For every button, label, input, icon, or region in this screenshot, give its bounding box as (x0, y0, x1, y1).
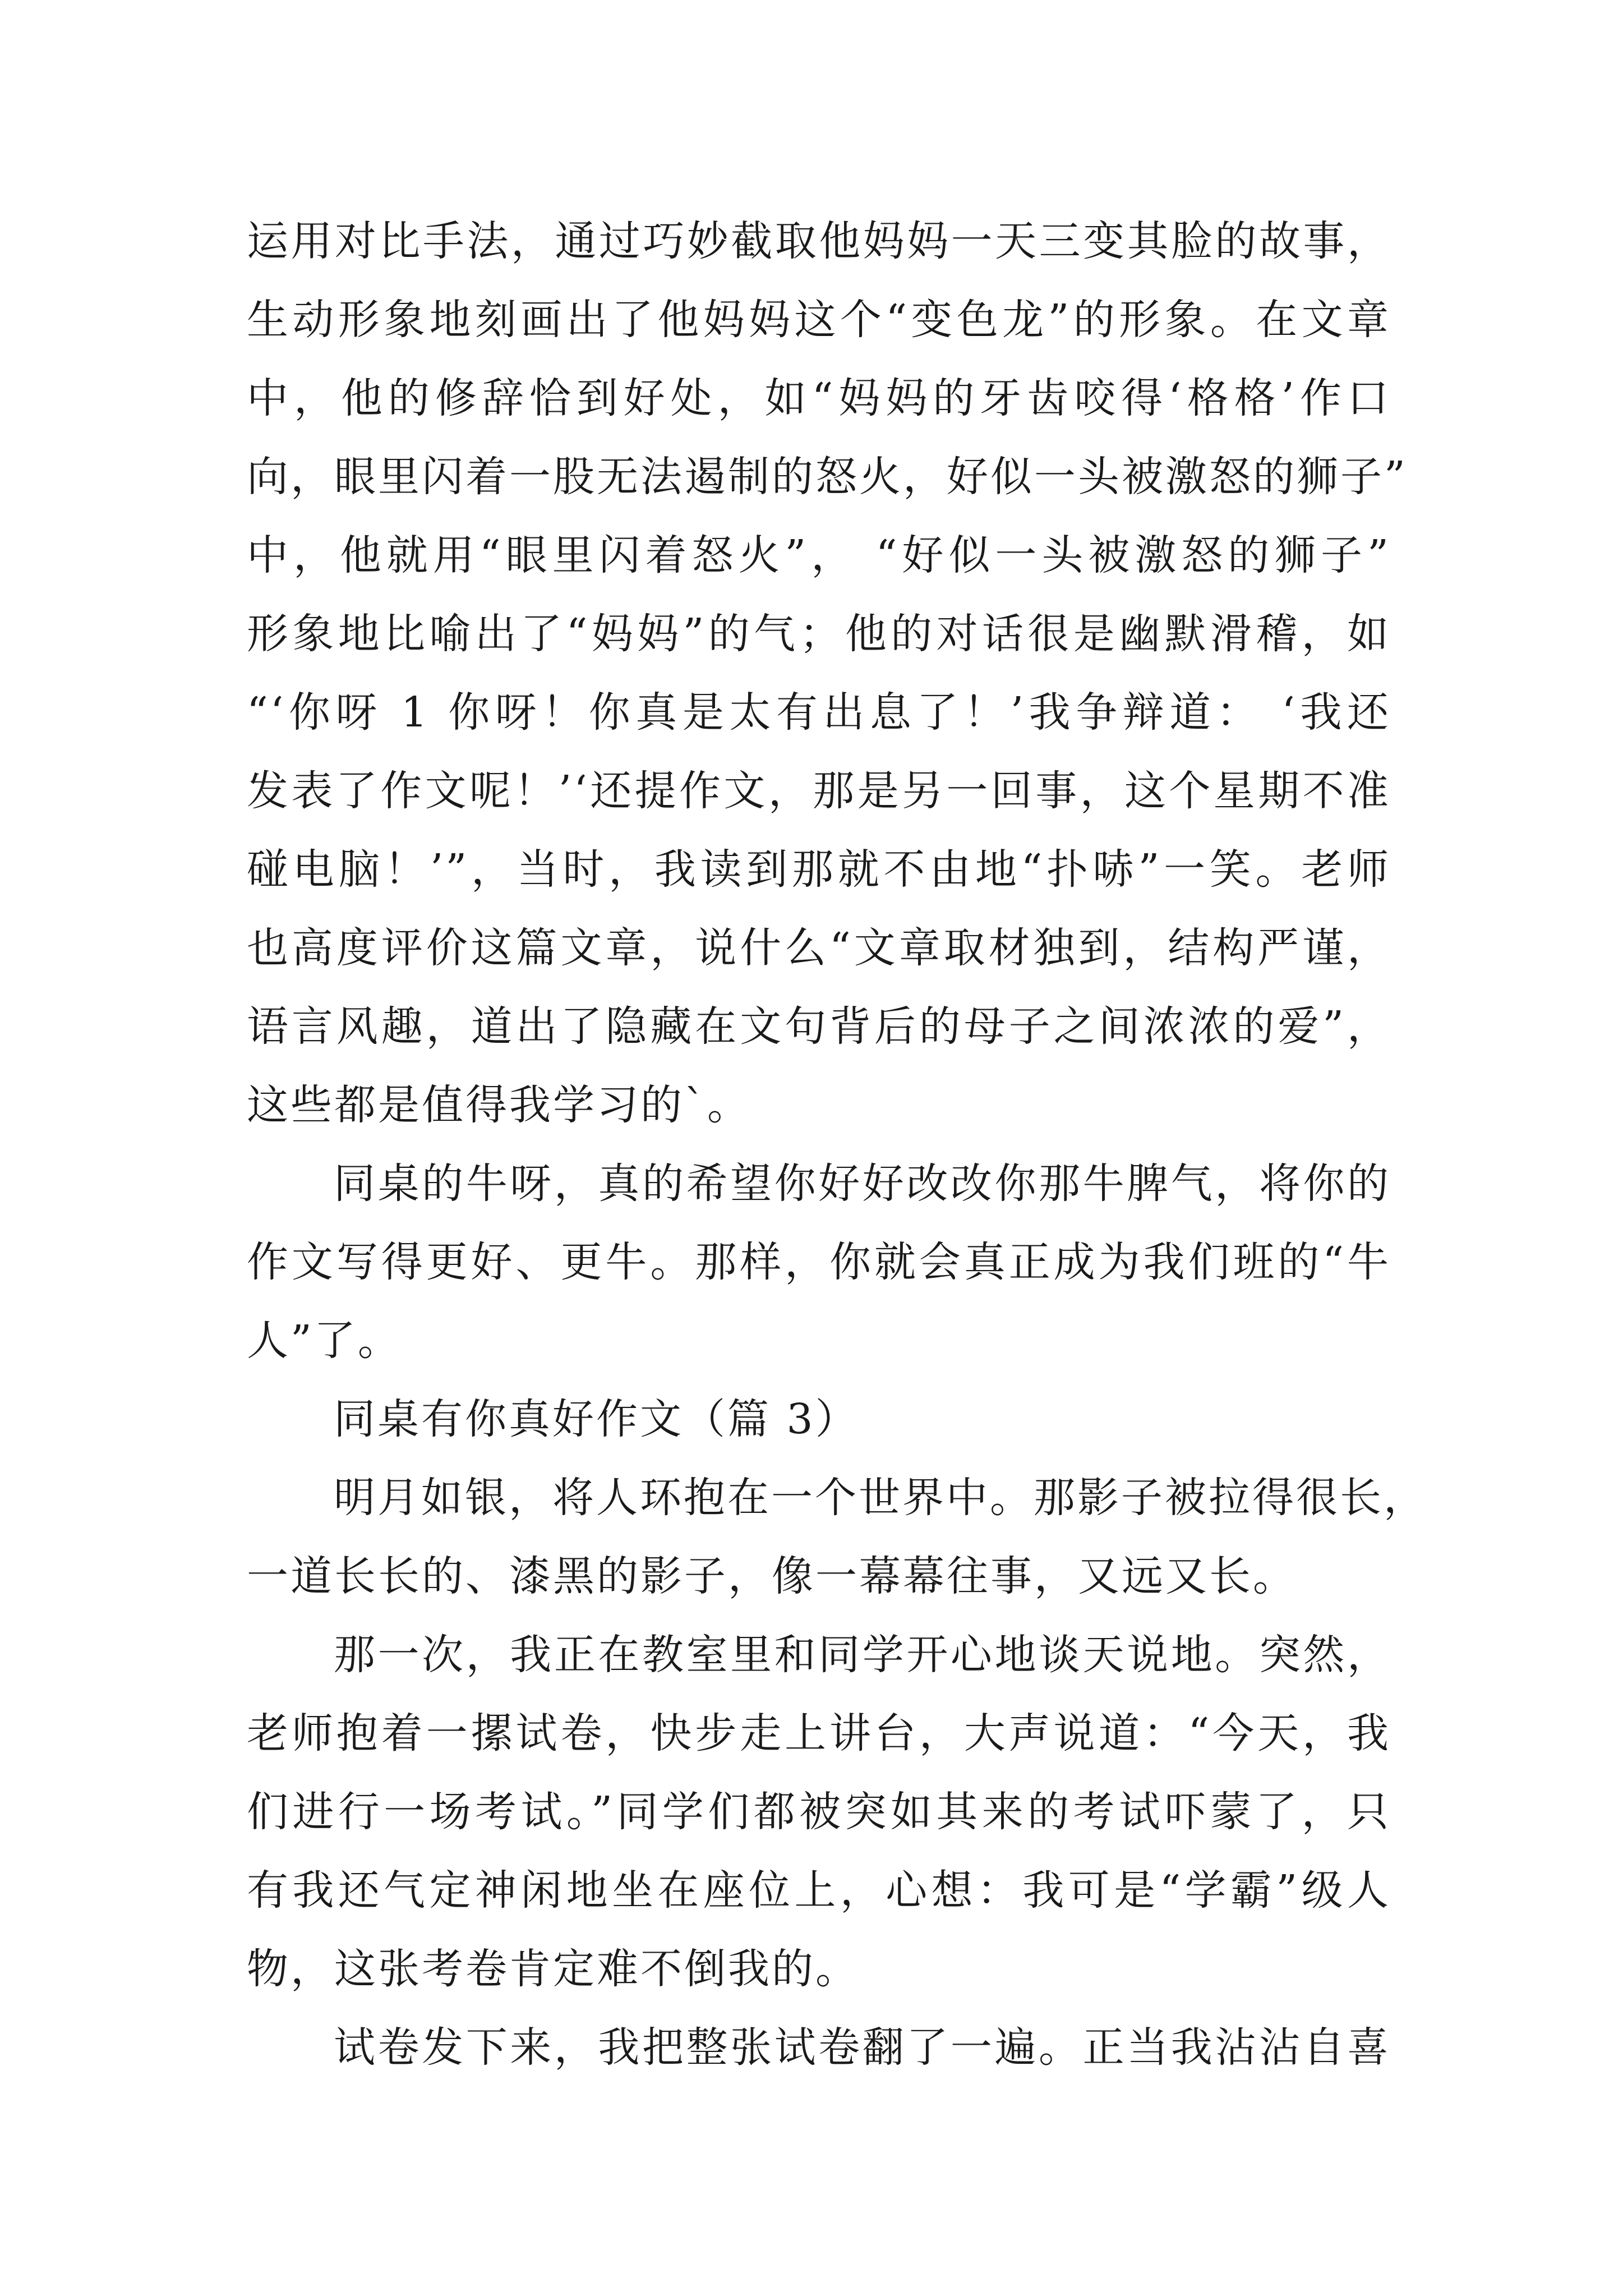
paragraph-start-line: 那一次，我正在教室里和同学开心地谈天说地。突然， (334, 1631, 1391, 1679)
text-line: 人”了。 (247, 1317, 402, 1365)
paragraph-start-line: 试卷发下来，我把整张试卷翻了一遍。正当我沾沾自喜 (334, 2023, 1391, 2072)
text-line: 运用对比手法，通过巧妙截取他妈妈一天三变其脸的故事， (247, 217, 1391, 265)
text-line: 有我还气定神闲地坐在座位上，心想：我可是“学霸”级人 (247, 1866, 1391, 1915)
text-line: 语言风趣，道出了隐藏在文句背后的母子之间浓浓的爱”， (247, 1002, 1391, 1051)
text-line: 形象地比喻出了“妈妈”的气；他的对话很是幽默滑稽，如 (247, 610, 1391, 658)
document-body (247, 202, 1427, 2087)
text-line: 一道长长的、漆黑的影子，像一幕幕往事，又远又长。 (247, 1552, 1297, 1600)
text-line: 这些都是值得我学习的`。 (247, 1081, 751, 1129)
section-heading: 同桌有你真好作文（篇 3） (334, 1395, 859, 1443)
paragraph-start-line: 明月如银，将人环抱在一个世界中。那影子被拉得很长， (334, 1474, 1427, 1522)
text-line: 物，这张考卷肯定难不倒我的。 (247, 1945, 859, 1993)
text-line: 中，他的修辞恰到好处，如“妈妈的牙齿咬得‘格格’作口 (247, 374, 1391, 422)
text-line: “‘你呀 1 你呀！你真是太有出息了！’我争辩道： ‘我还 (247, 688, 1391, 737)
text-line: 生动形象地刻画出了他妈妈这个“变色龙”的形象。在文章 (247, 296, 1391, 344)
paragraph-start-line: 同桌的牛呀，真的希望你好好改改你那牛脾气，将你的 (334, 1159, 1391, 1208)
text-line: 碰电脑！’”，当时，我读到那就不由地“扑哧”一笑。老师 (247, 845, 1391, 894)
text-line: 也高度评价这篇文章，说什么“文章取材独到，结构严谨， (247, 924, 1391, 972)
text-line: 中，他就用“眼里闪着怒火”， “好似一头被激怒的狮子” (247, 531, 1391, 579)
text-line: 老师抱着一摞试卷，快步走上讲台，大声说道：“今天，我 (247, 1709, 1391, 1757)
text-line: 作文写得更好、更牛。那样，你就会真正成为我们班的“牛 (247, 1238, 1391, 1286)
text-line: 发表了作文呢！’‘还提作文，那是另一回事，这个星期不准 (247, 767, 1391, 815)
text-line: 向，眼里闪着一股无法遏制的怒火，好似一头被激怒的狮子” (247, 453, 1408, 501)
text-line: 们进行一场考试。”同学们都被突如其来的考试吓蒙了，只 (247, 1788, 1391, 1836)
